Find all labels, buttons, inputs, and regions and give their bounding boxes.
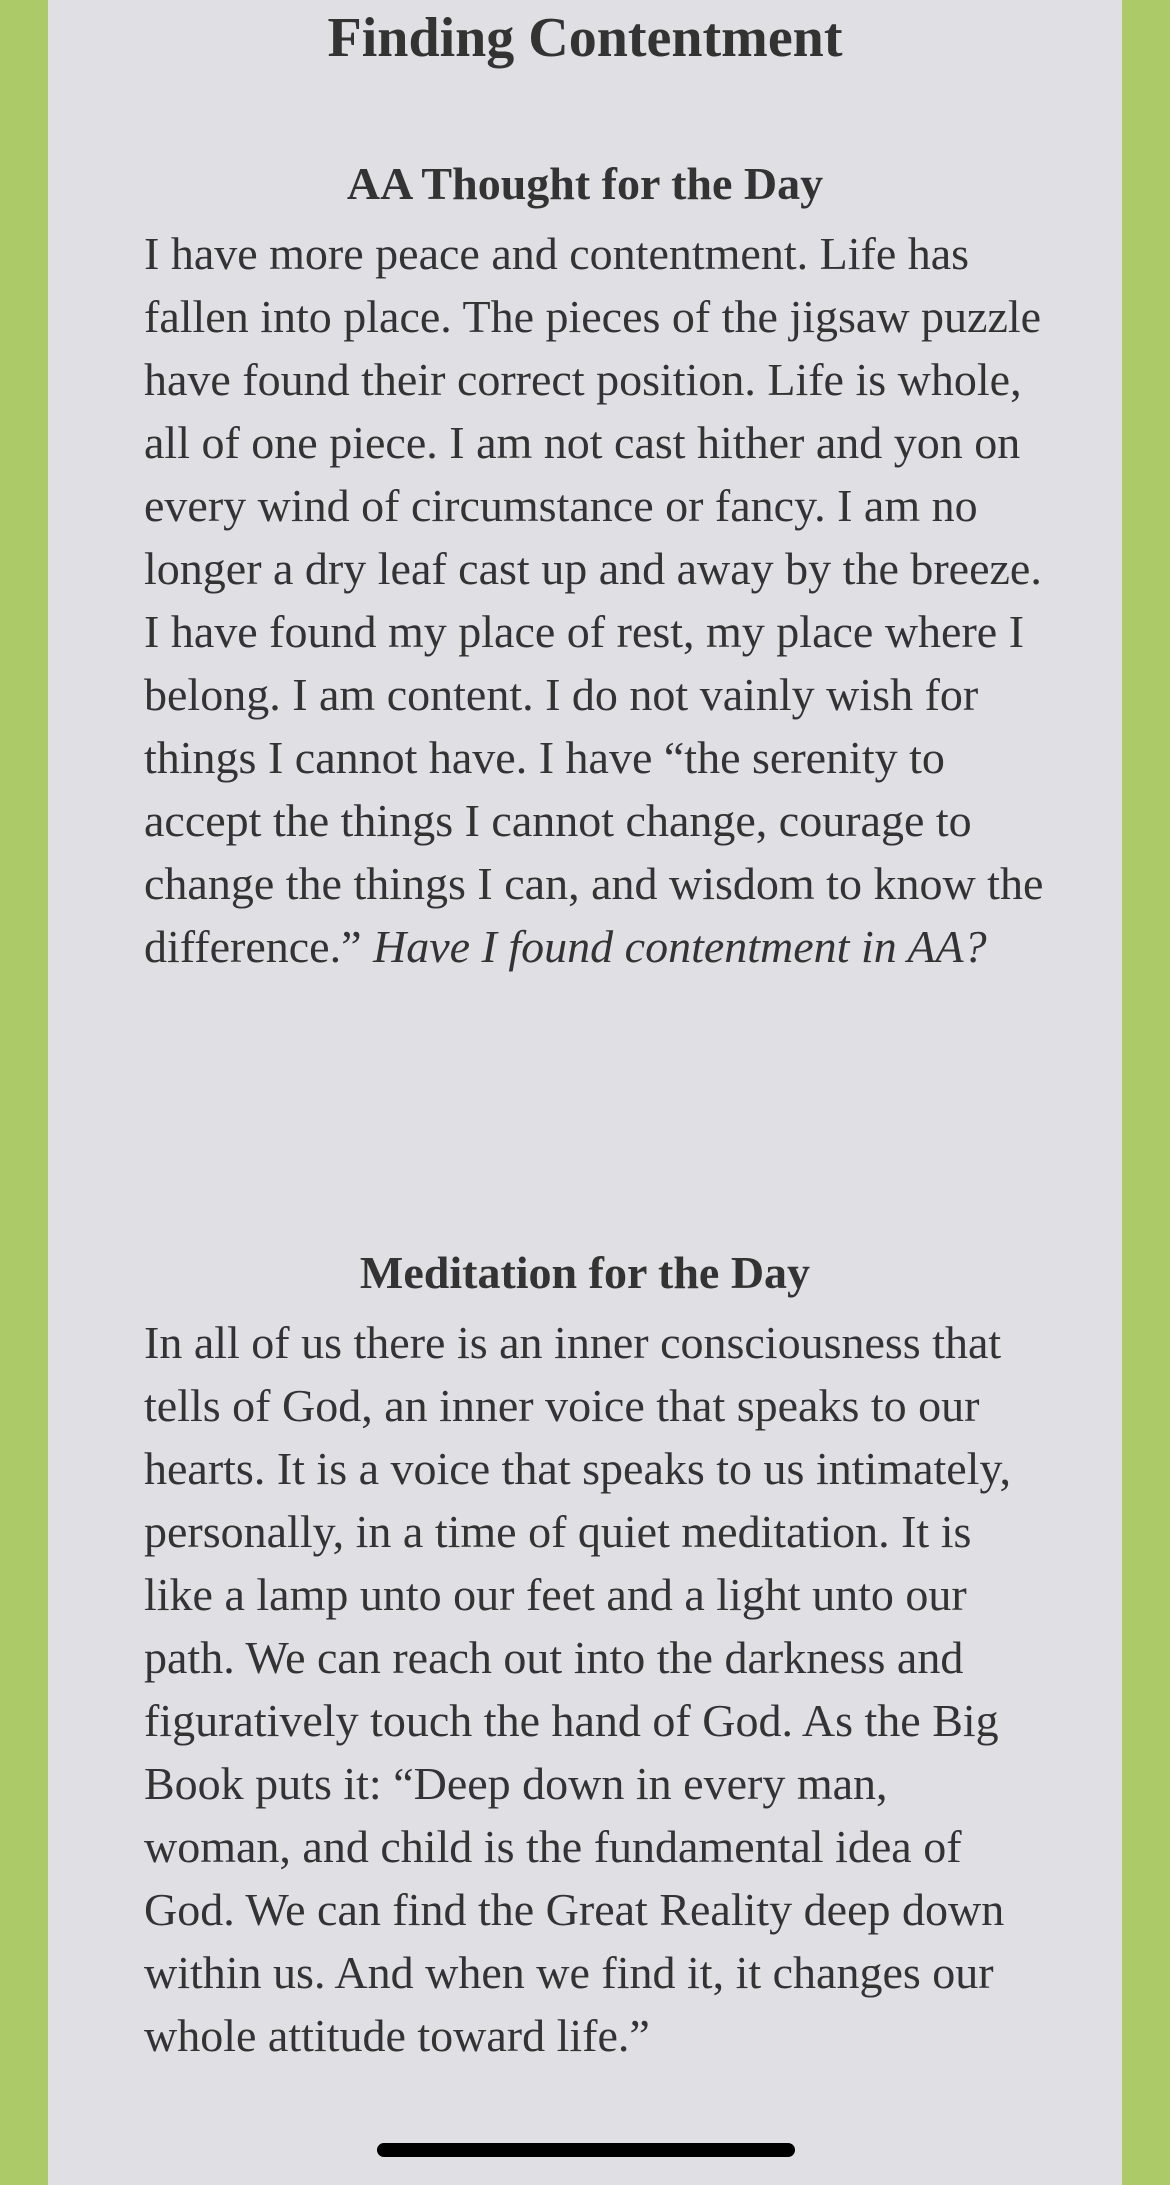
- reading-page[interactable]: [48, 0, 1122, 2185]
- thought-text: [144, 222, 1044, 978]
- page-title: Finding Contentment: [327, 7, 843, 69]
- thought-reflection: Have I found contentment in AA?: [373, 921, 987, 972]
- home-indicator[interactable]: [377, 2143, 795, 2157]
- thought-body: I have more peace and contentment. Life has fallen into place. The pieces of the jigsaw puzzle have found their correct position. Life is whole, all of one piece. I am not cast hither and yon on every wind of circumstance or fancy. I am no longer a dry leaf cast up and away by the breeze. I have found my place of rest, my place where I belong. I am content. I do not vainly wish for things I cannot have. I have “the serenity to accept the things I cannot change, courage to change the things I can, and wisdom to know the difference.”: [144, 228, 1044, 972]
- meditation-heading: Meditation for the Day: [359, 1247, 811, 1298]
- thought-heading: AA Thought for the Day: [346, 158, 824, 209]
- meditation-text: In all of us there is an inner consciousness that tells of God, an inner voice that speaks to our hearts. It is a voice that speaks to us intimately, personally, in a time of quiet meditation. It is like a lamp unto our feet and a light unto our path. We can reach out into the darkness and figuratively touch the hand of God. As the Big Book puts it: “Deep down in every man, woman, and child is the fundamental idea of God. We can find the Great Reality deep down within us. And when we find it, it changes our whole attitude toward life.”: [144, 1317, 1011, 2061]
